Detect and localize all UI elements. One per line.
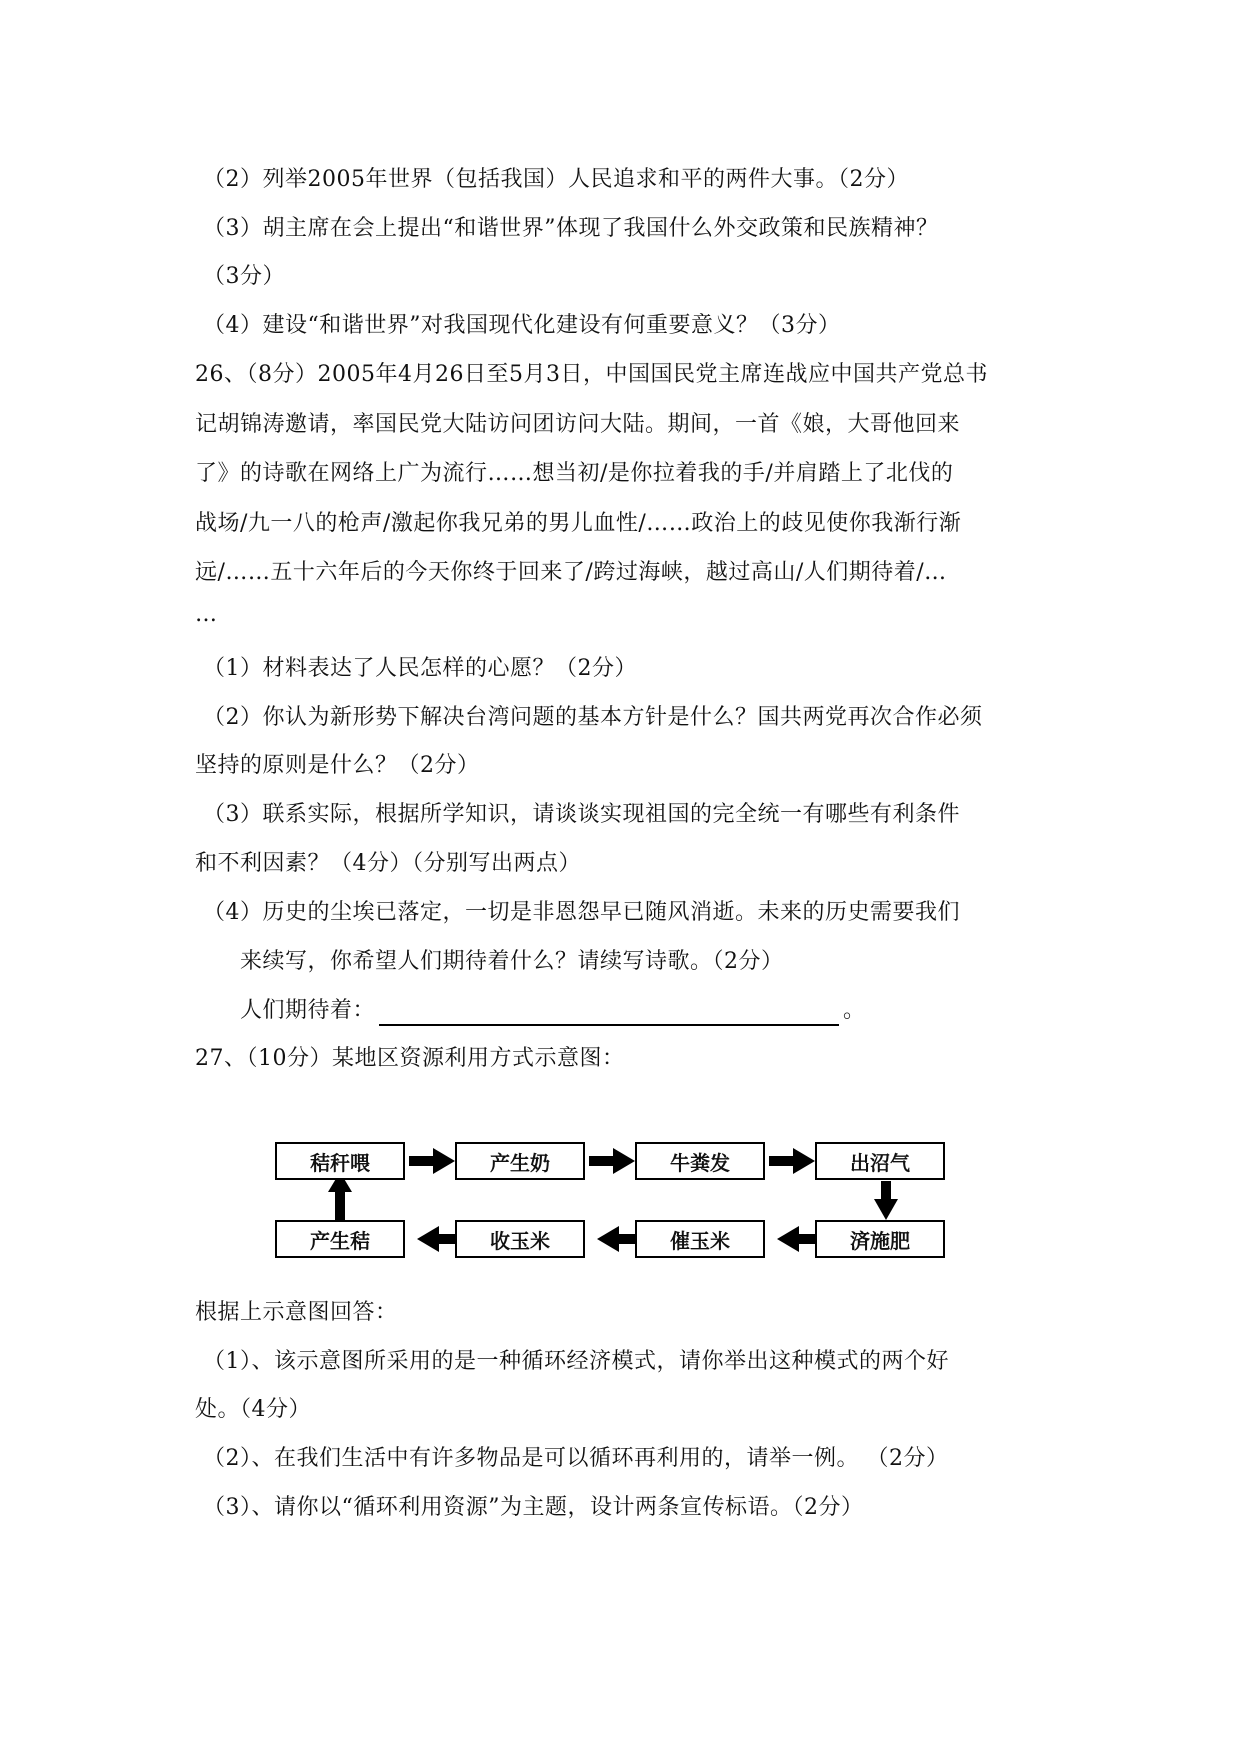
q26-intro-line-5: 远/……五十六年后的今天你终于回来了/跨过海峡，越过高山/人们期待着/… xyxy=(195,560,947,585)
q26-intro-line-6: … xyxy=(195,602,218,627)
q26-intro-line-4: 战场/九一八的枪声/激起你我兄弟的男儿血性/……政治上的歧见使你我渐行渐 xyxy=(195,511,962,536)
flow-box-biogas: 出沼气 xyxy=(815,1142,945,1180)
q25-item-2: （2）列举2005年世界（包括我国）人民追求和平的两件大事。（2分） xyxy=(203,167,909,192)
flow-box-manure-ferment: 牛粪发 xyxy=(635,1142,765,1180)
fill-label: 人们期待着： xyxy=(240,998,376,1023)
q26-item-4-cont: 来续写，你希望人们期待着什么？请续写诗歌。（2分） xyxy=(240,949,784,974)
q26-item-4: （4）历史的尘埃已落定，一切是非恩怨早已随风消逝。未来的历史需要我们 xyxy=(203,900,960,925)
q27-item-1-cont: 处。（4分） xyxy=(195,1397,311,1422)
q27-item-1: （1）、该示意图所采用的是一种循环经济模式，请你举出这种模式的两个好 xyxy=(203,1349,949,1374)
q26-intro-line-2: 记胡锦涛邀请，率国民党大陆访问团访问大陆。期间，一首《娘，大哥他回来 xyxy=(195,412,961,437)
answer-blank[interactable] xyxy=(379,1002,839,1026)
q26-item-3: （3）联系实际，根据所学知识，请谈谈实现祖国的完全统一有哪些有利条件 xyxy=(203,802,960,827)
flow-box-harvest-corn: 收玉米 xyxy=(455,1220,585,1258)
q26-fill-in xyxy=(240,996,866,1026)
flow-box-grow-corn: 催玉米 xyxy=(635,1220,765,1258)
flow-box-produce-straw: 产生秸 xyxy=(275,1220,405,1258)
q26-intro-line-1: 26、（8分）2005年4月26日至5月3日，中国国民党主席连战应中国共产党总书 xyxy=(195,362,988,387)
flow-box-straw-feed: 秸秆喂 xyxy=(275,1142,405,1180)
q26-item-1: （1）材料表达了人民怎样的心愿？（2分） xyxy=(203,656,637,681)
q27-item-2: （2）、在我们生活中有许多物品是可以循环再利用的，请举一例。 （2分） xyxy=(203,1446,949,1471)
fill-end: 。 xyxy=(843,998,866,1023)
q27-prompt: 根据上示意图回答： xyxy=(195,1300,398,1325)
resource-flow-diagram xyxy=(275,1130,955,1260)
q26-intro-line-3: 了》的诗歌在网络上广为流行……想当初/是你拉着我的手/并肩踏上了北伐的 xyxy=(195,461,954,486)
q25-item-3-points: （3分） xyxy=(203,264,285,289)
q26-item-2: （2）你认为新形势下解决台湾问题的基本方针是什么？国共两党再次合作必须 xyxy=(203,705,983,730)
q27-item-3: （3）、请你以“循环利用资源”为主题，设计两条宣传标语。（2分） xyxy=(203,1495,864,1520)
q27-intro: 27、（10分）某地区资源利用方式示意图： xyxy=(195,1046,625,1071)
flow-box-produce-milk: 产生奶 xyxy=(455,1142,585,1180)
flow-box-fertilize: 済施肥 xyxy=(815,1220,945,1258)
q26-item-2-cont: 坚持的原则是什么？（2分） xyxy=(195,753,480,778)
q25-item-4: （4）建设“和谐世界”对我国现代化建设有何重要意义？（3分） xyxy=(203,313,841,338)
q25-item-3: （3）胡主席在会上提出“和谐世界”体现了我国什么外交政策和民族精神？ xyxy=(203,216,939,241)
q26-item-3-cont: 和不利因素？（4分）（分别写出两点） xyxy=(195,851,581,876)
